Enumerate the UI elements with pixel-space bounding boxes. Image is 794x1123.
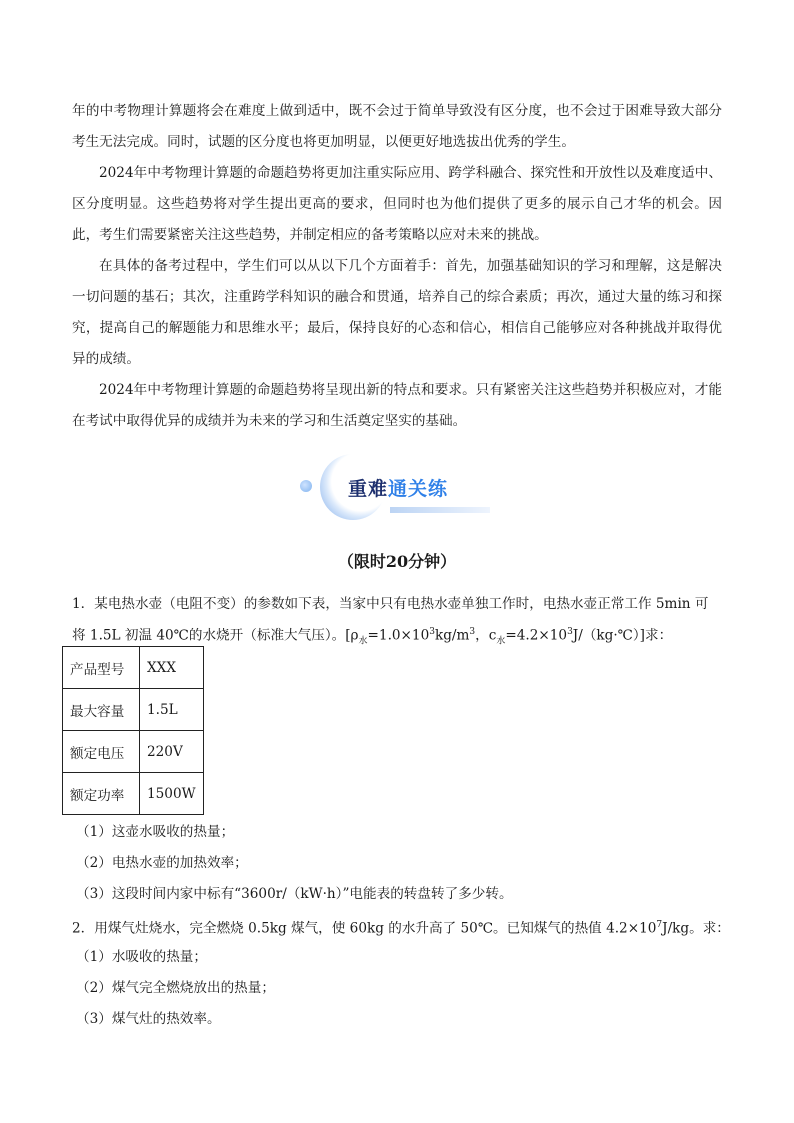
paragraph-3: 在具体的备考过程中，学生们可以从以下几个方面着手：首先，加强基础知识的学习和理解，这是解决一切问题的基石；其次，注重跨学科知识的融合和贯通，培养自己的综合素质；再次，通过大量的练习和探究，提高自己的解题能力和思维水平；最后，保持良好的心态和信心，相信自己能够应对各种挑战并取得优异的成绩。 <box>72 258 722 367</box>
paragraph-1: 年的中考物理计算题将会在难度上做到适中，既不会过于简单导致没有区分度，也不会过于困难导致大部分考生无法完成。同时，试题的区分度也将更加明显，以便更好地选拔出优秀的学生。 <box>72 103 722 150</box>
question-1-sub-1: （1）这壶水吸收的热量； <box>76 824 235 840</box>
paragraph-4: 2024年中考物理计算题的命题趋势将呈现出新的特点和要求。只有紧密关注这些趋势并积极应对，才能在考试中取得优异的成绩并为未来的学习和生活奠定坚实的基础。 <box>72 382 722 429</box>
banner-title-blue: 通关练 <box>388 478 449 500</box>
question-2-sub-3: （3）煤气灶的热效率。 <box>76 1011 221 1027</box>
banner-title-dark: 重难 <box>348 478 389 500</box>
question-2-line-1: 2．用煤气灶烧水，完全燃烧 0.5kg 煤气，使 60kg 的水升高了 50℃。已知煤气的热值 $4.2\times 10^7J/kg$。求： <box>72 920 730 937</box>
question-1-line-1: 1．某电热水壶（电阻不变）的参数如下表，当家中只有电热水壶单独工作时，电热水壶正常工作 5min 可 <box>72 596 709 612</box>
spec-table <box>62 646 204 815</box>
question-1-sub-2: （2）电热水壶的加热效率； <box>76 855 248 871</box>
banner-title <box>348 474 448 501</box>
table-key: 额定功率 <box>63 773 140 815</box>
question-2-sub-2: （2）煤气完全燃烧放出的热量； <box>76 980 275 996</box>
banner-dot-icon <box>300 480 312 492</box>
table-key: 额定电压 <box>63 731 140 773</box>
table-key: 产品型号 <box>63 647 140 689</box>
time-limit-subtitle: （限时20分钟） <box>337 552 457 571</box>
question-2-sub-1: （1）水吸收的热量； <box>76 949 207 965</box>
section-banner <box>300 452 500 524</box>
table-value: 220V <box>140 731 204 773</box>
table-row <box>63 647 204 689</box>
table-value: XXX <box>140 647 204 689</box>
question-1-sub-3: （3）这段时间内家中标有“3600r/（kW·h）”电能表的转盘转了多少转。 <box>76 886 513 902</box>
table-row <box>63 731 204 773</box>
table-row <box>63 773 204 815</box>
paragraph-2: 2024年中考物理计算题的命题趋势将更加注重实际应用、跨学科融合、探究性和开放性以及难度适中、区分度明显。这些趋势将对学生提出更高的要求，但同时也为他们提供了更多的展示自己才华的机会。因此，考生们需要紧密关注这些趋势，并制定相应的备考策略以应对未来的挑战。 <box>72 165 722 243</box>
table-value: 1.5L <box>140 689 204 731</box>
table-value: 1500W <box>140 773 204 815</box>
table-row <box>63 689 204 731</box>
question-1-line-2: 将 1.5L 初温 40℃的水烧开（标准大气压）。[$\rho_水=1.0\times 10^3kg/m^3$，$c_水=4.2\times 10^3J/(kg\cdot℃)$]求： <box>72 627 673 647</box>
table-key: 最大容量 <box>63 689 140 731</box>
banner-bar <box>390 507 490 513</box>
